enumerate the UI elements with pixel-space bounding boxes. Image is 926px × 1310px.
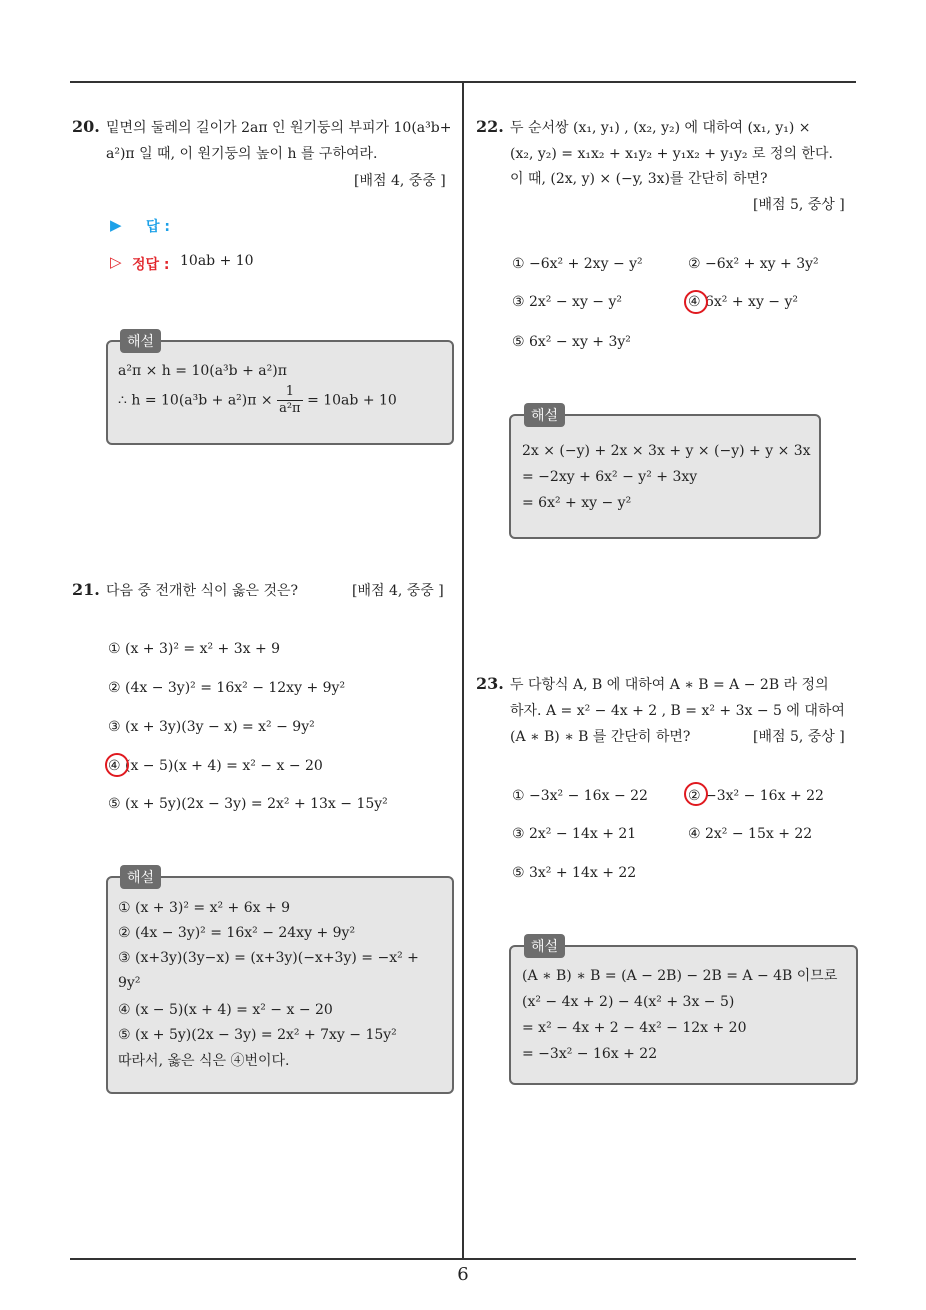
answer-arrow-icon: ▶ bbox=[110, 216, 122, 234]
solution-line: a²π × h = 10(a³b + a²)π bbox=[118, 363, 287, 379]
question-number: 21. bbox=[72, 580, 100, 599]
solution-line: = −3x² − 16x + 22 bbox=[522, 1046, 658, 1062]
page-number: 6 bbox=[457, 1264, 469, 1285]
solution-tag: 해설 bbox=[524, 403, 565, 427]
option-1[interactable]: ① (x + 3)² = x² + 3x + 9 bbox=[108, 641, 281, 657]
solution-line: ② (4x − 3y)² = 16x² − 24xy + 9y² bbox=[118, 925, 356, 941]
option-1[interactable]: ① −3x² − 16x − 22 bbox=[512, 788, 648, 804]
solution-line bbox=[118, 384, 397, 417]
option-3[interactable]: ③ 2x² − xy − y² bbox=[512, 294, 623, 310]
solution-tag: 해설 bbox=[524, 934, 565, 958]
solution-text: ∴ h = 10(a³b + a²)π × bbox=[118, 392, 273, 409]
answer-label: 답 : bbox=[146, 219, 170, 235]
option-2[interactable]: ② −6x² + xy + 3y² bbox=[688, 256, 819, 272]
question-number: 23. bbox=[476, 674, 504, 693]
bottom-rule bbox=[70, 1258, 856, 1260]
option-1[interactable]: ① −6x² + 2xy − y² bbox=[512, 256, 643, 272]
fraction bbox=[277, 384, 303, 417]
option-4[interactable]: ④ (x − 5)(x + 4) = x² − x − 20 bbox=[108, 758, 323, 774]
question-number: 22. bbox=[476, 117, 504, 136]
solution-line: ⑤ (x + 5y)(2x − 3y) = 2x² + 7xy − 15y² bbox=[118, 1027, 397, 1043]
solution-line: = x² − 4x + 2 − 4x² − 12x + 20 bbox=[522, 1020, 747, 1036]
selected-answer-circle-icon bbox=[684, 782, 708, 806]
solution-tag: 해설 bbox=[120, 865, 161, 889]
correct-label: 정답 : bbox=[132, 257, 170, 273]
fraction-denominator: a²π bbox=[279, 401, 301, 416]
solution-line: = 6x² + xy − y² bbox=[522, 495, 632, 511]
selected-answer-circle-icon bbox=[684, 290, 708, 314]
option-3[interactable]: ③ 2x² − 14x + 21 bbox=[512, 826, 637, 842]
solution-line: 2x × (−y) + 2x × 3x + y × (−y) + y × 3x bbox=[522, 443, 811, 459]
option-4[interactable]: ④ 2x² − 15x + 22 bbox=[688, 826, 813, 842]
solution-tag: 해설 bbox=[120, 329, 161, 353]
question-text-line: 두 다항식 A, B 에 대하여 A ∗ B = A − 2B 라 정의 bbox=[510, 677, 829, 693]
option-2[interactable]: ② −3x² − 16x + 22 bbox=[688, 788, 824, 804]
question-text-line: 두 순서쌍 (x₁, y₁) , (x₂, y₂) 에 대하여 (x₁, y₁) × bbox=[510, 120, 811, 136]
score-meta: [배점 4, 중중 ] bbox=[352, 583, 444, 599]
correct-arrow-icon: ▷ bbox=[110, 253, 122, 271]
solution-line: = −2xy + 6x² − y² + 3xy bbox=[522, 469, 698, 485]
fraction-numerator: 1 bbox=[277, 384, 303, 401]
option-5[interactable]: ⑤ (x + 5y)(2x − 3y) = 2x² + 13x − 15y² bbox=[108, 796, 388, 812]
score-meta: [배점 4, 중중 ] bbox=[354, 173, 446, 189]
option-2[interactable]: ② (4x − 3y)² = 16x² − 12xy + 9y² bbox=[108, 680, 346, 696]
column-divider bbox=[462, 82, 464, 1260]
question-text-line: (A ∗ B) ∗ B 를 간단히 하면? bbox=[510, 729, 691, 745]
option-5[interactable]: ⑤ 3x² + 14x + 22 bbox=[512, 865, 637, 881]
option-5[interactable]: ⑤ 6x² − xy + 3y² bbox=[512, 334, 631, 350]
solution-line: 따라서, 옳은 식은 ④번이다. bbox=[118, 1053, 290, 1069]
correct-value: 10ab + 10 bbox=[180, 253, 254, 269]
question-text-line: 다음 중 전개한 식이 옳은 것은? bbox=[106, 583, 299, 599]
score-meta: [배점 5, 중상 ] bbox=[753, 729, 845, 745]
option-3[interactable]: ③ (x + 3y)(3y − x) = x² − 9y² bbox=[108, 719, 315, 735]
question-number: 20. bbox=[72, 117, 100, 136]
score-meta: [배점 5, 중상 ] bbox=[753, 197, 845, 213]
question-text-line: 밑면의 둘레의 길이가 2aπ 인 원기둥의 부피가 10(a³b+ bbox=[106, 120, 452, 136]
solution-text: = 10ab + 10 bbox=[307, 392, 397, 409]
question-text-line: a²)π 일 때, 이 원기둥의 높이 h 를 구하여라. bbox=[106, 146, 378, 162]
solution-line: (x² − 4x + 2) − 4(x² + 3x − 5) bbox=[522, 994, 735, 1010]
solution-line: ① (x + 3)² = x² + 6x + 9 bbox=[118, 900, 291, 916]
solution-line: ③ (x+3y)(3y−x) = (x+3y)(−x+3y) = −x² + bbox=[118, 950, 419, 966]
question-text-line: 하자. A = x² − 4x + 2 , B = x² + 3x − 5 에 대하여 bbox=[510, 703, 845, 719]
solution-line: ④ (x − 5)(x + 4) = x² − x − 20 bbox=[118, 1002, 333, 1018]
question-text-line: 이 때, (2x, y) × (−y, 3x)를 간단히 하면? bbox=[510, 171, 768, 187]
solution-line: 9y² bbox=[118, 975, 141, 991]
solution-line: (A ∗ B) ∗ B = (A − 2B) − 2B = A − 4B 이므로 bbox=[522, 968, 838, 984]
option-4[interactable]: ④ 6x² + xy − y² bbox=[688, 294, 799, 310]
selected-answer-circle-icon bbox=[105, 753, 129, 777]
question-text-line: (x₂, y₂) = x₁x₂ + x₁y₂ + y₁x₂ + y₁y₂ 로 정의 한다. bbox=[510, 146, 833, 162]
